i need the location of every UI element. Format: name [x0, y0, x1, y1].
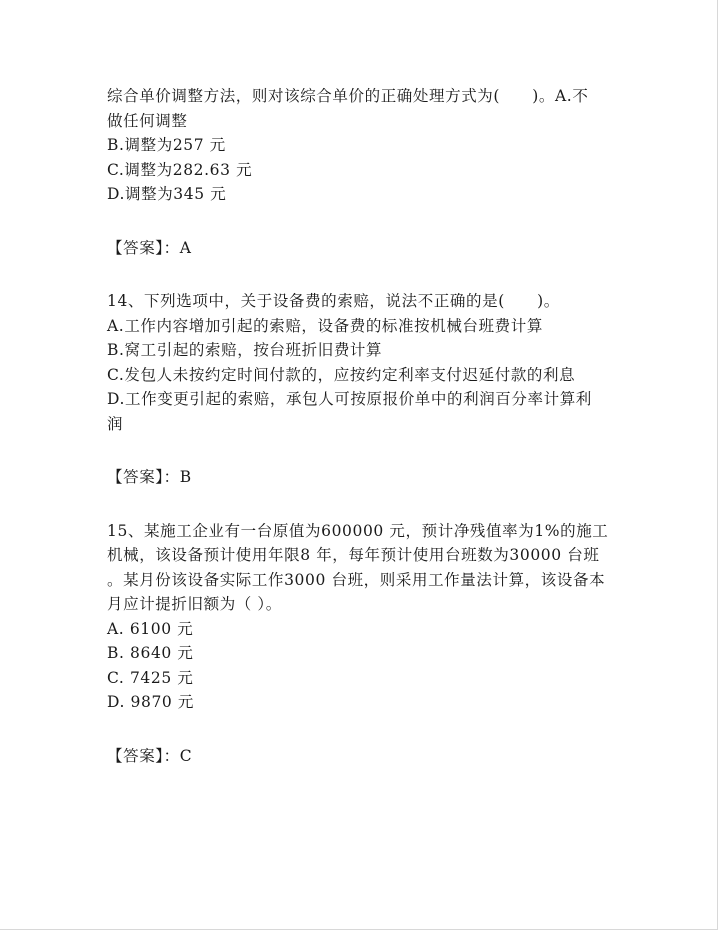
option-a: A.工作内容增加引起的索赔，设备费的标准按机械台班费计算 [107, 316, 543, 335]
option-d: D. 9870 元 [107, 693, 195, 711]
question-stem: 月应计提折旧额为（ ）。 [107, 595, 282, 613]
page-content [107, 84, 617, 768]
question-13 [107, 84, 617, 207]
option-b: B.窝工引起的索赔，按台班折旧费计算 [107, 341, 383, 359]
question-stem: 。某月份该设备实际工作3000 台班，则采用工作量法计算，该设备本 [107, 570, 606, 589]
option-b: B.调整为257 元 [107, 136, 226, 154]
option-c: C.发包人未按约定时间付款的，应按约定利率支付迟延付款的利息 [107, 365, 576, 384]
option-c: C.调整为282.63 元 [107, 160, 253, 179]
answer-14: 【答案】：B [107, 468, 192, 486]
question-stem: 机械，该设备预计使用年限8 年，每年预计使用台班数为30000 台班 [107, 546, 600, 564]
option-d: D.工作变更引起的索赔，承包人可按原报价单中的利润百分率计算利 [107, 390, 592, 408]
question-stem: 14、下列选项中，关于设备费的索赔，说法不正确的是( )。 [107, 292, 560, 310]
answer-15: 【答案】：C [107, 746, 193, 765]
question-stem: 15、某施工企业有一台原值为600000 元，预计净残值率为1%的施工 [107, 521, 609, 540]
question-14 [107, 289, 617, 436]
answer-13: 【答案】：A [107, 238, 192, 257]
option-d-continued: 润 [107, 414, 124, 433]
option-c: C. 7425 元 [107, 668, 194, 687]
option-d: D.调整为345 元 [107, 185, 227, 203]
question-text-line: 做任何调整 [107, 111, 188, 130]
option-b: B. 8640 元 [107, 644, 194, 662]
question-15 [107, 519, 617, 715]
option-a: A. 6100 元 [107, 619, 194, 638]
question-text-line: 综合单价调整方法，则对该综合单价的正确处理方式为( )。A.不 [107, 87, 589, 105]
